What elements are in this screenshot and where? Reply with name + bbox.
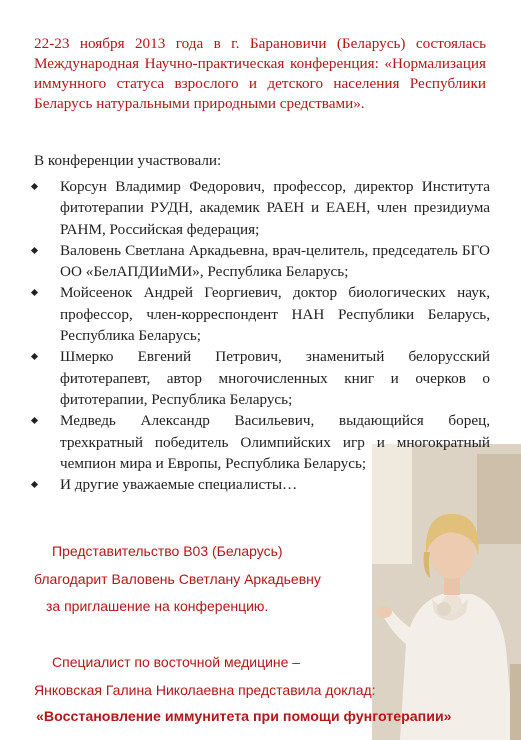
thanks-line-1: Представительство В03 (Беларусь) [52,543,283,559]
participant-item: И другие уважаемые специалисты… [30,474,490,495]
participant-item: Шмерко Евгений Петрович, знаменитый белорусский фитотерапевт, автор многочисленных книг и очерков о фитотерапии, Республика Беларусь; [30,346,490,410]
report-line-1: Специалист по восточной медицине – [52,654,301,670]
thanks-line-3: за приглашение на конференцию. [46,598,269,614]
conference-intro: 22-23 ноября 2013 года в г. Барановичи (Беларусь) состоялась Международная Научно-практическая конференция: «Нормализация иммунного статуса взрослого и детского населения Республики Беларусь натуральными природными средствами». [34,35,486,112]
bullet-icon [31,417,38,424]
bullet-icon [31,353,38,360]
participant-item: Валовень Светлана Аркадьевна, врач-целитель, председатель БГО ОО «БелАПДИиМИ», Республика Беларусь; [30,240,490,283]
thanks-line-2: благодарит Валовень Светлану Аркадьевну [34,571,321,587]
bullet-icon [31,247,38,254]
bullet-icon [31,481,38,488]
participants-list [30,176,490,495]
participant-item: Корсун Владимир Федорович, профессор, директор Института фитотерапии РУДН, академик РАЕН и ЕАЕН, член президиума РАНМ, Российская федерация; [30,176,490,240]
participant-item: Мойсеенок Андрей Георгиевич, доктор биологических наук, профессор, член-корреспондент НАН Республики Беларусь, Республика Беларусь; [30,282,490,346]
report-title: «Восстановление иммунитета при помощи фунготерапии» [36,709,452,725]
bullet-icon [31,183,38,190]
participant-item: Медведь Александр Васильевич, выдающийся борец, трехкратный победитель Олимпийских игр и многократный чемпион мира и Европы, Республика Беларусь; [30,410,490,474]
report-line-2: Янковская Галина Николаевна представила доклад: [34,682,376,698]
bullet-icon [31,289,38,296]
participants-heading: В конференции участвовали: [34,152,222,169]
